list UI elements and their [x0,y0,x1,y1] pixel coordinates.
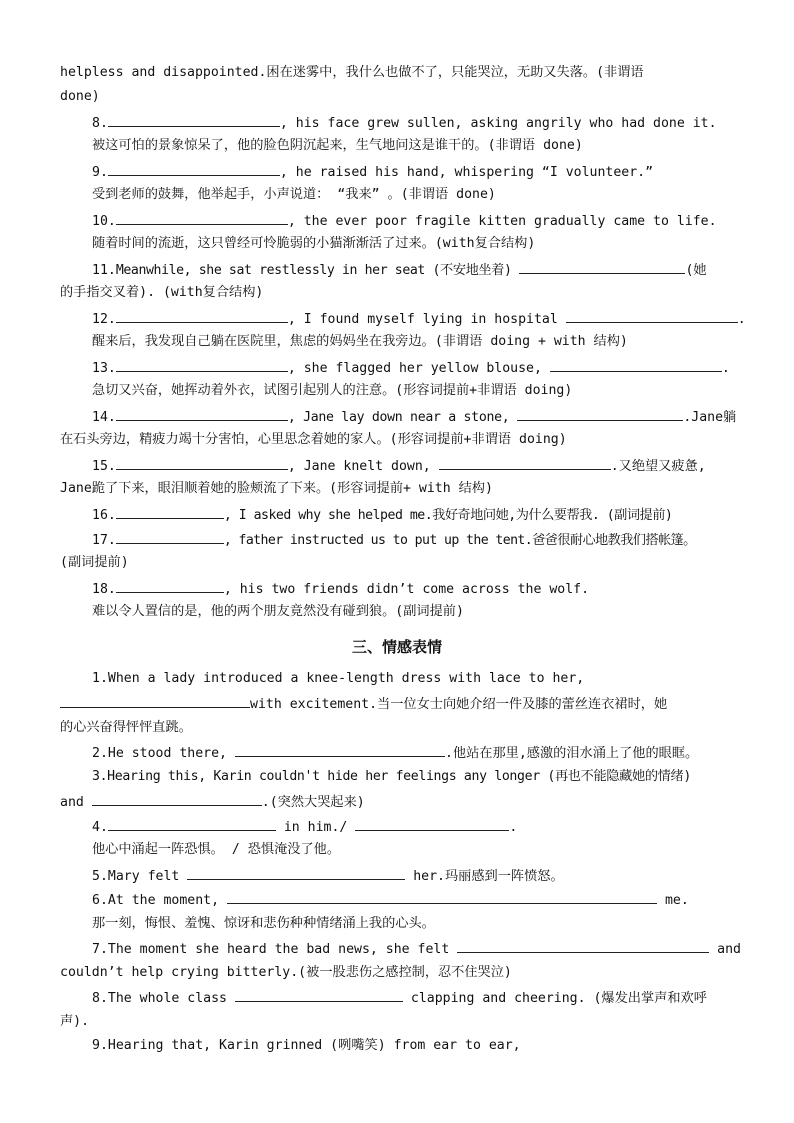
item-10: 10. , the ever poor fragile kitten gradually came to life. [92,210,742,232]
answer-blank[interactable] [517,406,683,421]
answer-blank[interactable] [116,578,224,593]
answer-blank[interactable] [116,406,288,421]
answer-blank[interactable] [108,112,280,127]
item-15: 15. , Jane knelt down, .又绝望又疲惫, [92,455,742,477]
emotion-item-8: 8.The whole class clapping and cheering. (爆发出掌声和欢呼 [92,987,742,1009]
item-11: 11.Meanwhile, she sat restlessly in her seat (不安地坐着) (她 [92,259,742,281]
answer-blank[interactable] [116,357,288,372]
item-13-translation: 急切又兴奋，她挥动着外衣，试图引起别人的注意。(形容词提前+非谓语 doing) [92,383,573,398]
emotion-item-8-continuation: 声). [60,1014,90,1029]
item-8-translation: 被这可怕的景象惊呆了，他的脸色阴沉起来，生气地问这是谁干的。(非谓语 done) [92,138,583,153]
emotion-item-1-translation: 的心兴奋得怦怦直跳。 [60,720,192,735]
item-18: 18. , his two friends didn’t come across the wolf. [92,578,742,600]
emotion-item-3: 3.Hearing this, Karin couldn't hide her feelings any longer (再也不能隐藏她的情绪) [92,769,691,784]
emotion-item-7-continuation: couldn’t help crying bitterly.(被一股悲伤之感控制，忍不住哭泣) [60,965,512,980]
answer-blank[interactable] [355,816,509,831]
item-17-continuation: (副词提前) [60,555,129,570]
emotion-item-3-continuation: and .(突然大哭起来) [60,791,740,813]
answer-blank[interactable] [116,504,224,519]
item-7-continuation-end: done) [60,89,100,104]
emotion-item-5: 5.Mary felt her.玛丽感到一阵愤怒。 [92,865,742,887]
emotion-item-9: 9.Hearing that, Karin grinned (咧嘴笑) from ear to ear, [92,1038,521,1053]
answer-blank[interactable] [116,455,288,470]
item-16: 16. , I asked why she helped me.我好奇地问她,为什么要帮我. (副词提前) [92,504,742,526]
answer-blank[interactable] [566,308,738,323]
emotion-item-7: 7.The moment she heard the bad news, she felt and [92,938,742,960]
item-14: 14. , Jane lay down near a stone, .Jane躺 [92,406,742,428]
emotion-item-4-translation: 他心中涌起一阵恐惧。 / 恐惧淹没了他。 [92,842,341,857]
answer-blank[interactable] [116,308,288,323]
item-15-continuation: Jane跪了下来，眼泪顺着她的脸颊流了下来。(形容词提前+ with 结构) [60,481,493,496]
answer-blank[interactable] [519,259,685,274]
emotion-item-2: 2.He stood there, .他站在那里,感激的泪水涌上了他的眼眶。 [92,742,742,764]
answer-blank[interactable] [92,791,262,806]
answer-blank[interactable] [550,357,722,372]
emotion-item-4: 4. in him./ . [92,816,742,838]
item-10-translation: 随着时间的流逝，这只曾经可怜脆弱的小猫渐渐活了过来。(with复合结构) [92,236,536,251]
emotion-item-1: 1.When a lady introduced a knee-length dress with lace to her, [92,671,585,686]
answer-blank[interactable] [116,210,288,225]
answer-blank[interactable] [235,987,403,1002]
answer-blank[interactable] [227,889,657,904]
item-18-translation: 难以令人置信的是，他的两个朋友竟然没有碰到狼。(副词提前) [92,604,464,619]
emotion-item-1-continuation: with excitement.当一位女士向她介绍一件及膝的蕾丝连衣裙时，她 [60,693,740,715]
item-8: 8. , his face grew sullen, asking angrily who had done it. [92,112,742,134]
item-9: 9. , he raised his hand, whispering “I volunteer.” [92,161,742,183]
item-7-continuation: helpless and disappointed.困在迷雾中，我什么也做不了，只能哭泣，无助又失落。(非谓语 [60,65,644,80]
answer-blank[interactable] [108,161,280,176]
answer-blank[interactable] [187,865,405,880]
answer-blank[interactable] [60,693,250,708]
item-17: 17. , father instructed us to put up the tent.爸爸很耐心地教我们搭帐篷。 [92,529,742,551]
answer-blank[interactable] [116,529,224,544]
item-13: 13. , she flagged her yellow blouse, . [92,357,742,379]
item-12: 12. , I found myself lying in hospital . [92,308,742,330]
item-11-continuation: 的手指交叉着). (with复合结构) [60,285,264,300]
item-14-continuation: 在石头旁边，精疲力竭十分害怕，心里思念着她的家人。(形容词提前+非谓语 doing) [60,432,567,447]
item-9-translation: 受到老师的鼓舞，他举起手，小声说道： “我来” 。(非谓语 done) [92,187,496,202]
section-title: 三、情感表情 [351,638,442,656]
item-12-translation: 醒来后，我发现自己躺在医院里，焦虑的妈妈坐在我旁边。(非谓语 doing + with 结构) [92,334,628,349]
emotion-item-6-translation: 那一刻，悔恨、羞愧、惊讶和悲伤种种情绪涌上我的心头。 [92,916,435,931]
answer-blank[interactable] [439,455,611,470]
answer-blank[interactable] [108,816,276,831]
answer-blank[interactable] [235,742,445,757]
answer-blank[interactable] [457,938,709,953]
emotion-item-6: 6.At the moment, me. [92,889,742,911]
